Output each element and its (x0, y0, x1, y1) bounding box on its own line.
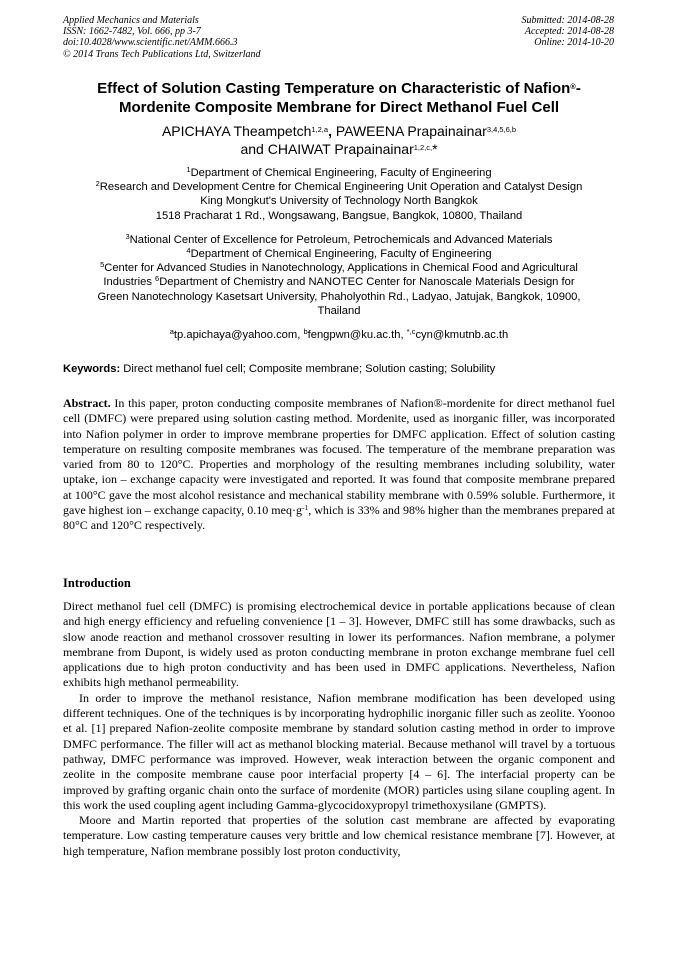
keywords (63, 362, 615, 376)
author-name: CHAIWAT Prapainainar (267, 141, 414, 157)
author-name: APICHAYA Theampetch (161, 123, 312, 139)
email-link[interactable]: fengpwn@ku.ac.th, (307, 329, 407, 342)
paragraph: Moore and Martin reported that properties of the solution cast membrane are affected by evaporating temperature. Low casting temperature causes very brittle and low chemical resistance membrane [7]. However, at high temperature, Nafion membrane possibly lost proton conductivity, (63, 813, 615, 858)
keywords-text: Direct methanol fuel cell; Composite membrane; Solution casting; Solubility (120, 363, 496, 375)
abstract-label: Abstract. (63, 396, 111, 410)
journal-issn: ISSN: 1662-7482, Vol. 666, pp 3-7 (63, 26, 201, 38)
submission-dates (522, 15, 615, 49)
paragraph: Direct methanol fuel cell (DMFC) is promising electrochemical device in portable applications because of clean and high energy efficiency and refueling convenience [1 – 3]. However, DMFC still has some drawbacks, such as slow anode reaction and methanol crossover resulting in lower its performances. Nafion membrane, a polymer membrane from Dupont, is widely used as proton conducting membrane in proton exchange membrane fuel cell applications due to high proton conductivity and has been used in DMFC applications. Nevertheless, Nafion exhibits high methanol permeability. (63, 599, 615, 690)
journal-copyright: © 2014 Trans Tech Publications Ltd, Switzerland (63, 48, 261, 60)
online-date: Online: 2014-10-20 (534, 37, 614, 49)
journal-doi: doi:10.4028/www.scientific.net/AMM.666.3 (63, 37, 238, 49)
author-emails: $^a$tp.apichaya@yahoo.com, $^b$fengpwn@ku.ac.th, $^{*,c}$cyn@kmutnb.ac.th (169, 327, 509, 342)
submitted-date: Submitted: 2014-08-28 (521, 15, 614, 26)
paper-title: Effect of Solution Casting Temperature on Characteristic of Nafion®- Mordenite Composite Membrane for Direct Methanol Fuel Cell (97, 80, 581, 116)
paragraph: In order to improve the methanol resistance, Nafion membrane modification has been developed using different techniques. One of the techniques is by incorporating hydrophilic inorganic filler such as zeolite. Yoonoo et al. [1] prepared Nafion-zeolite composite membrane by standard solution casting method in order to improve DMFC performance. The filler will act as methanol blocking material. Because methanol will travel by a tortuous pathway, DMFC performance was improved. However, weak interaction between the organic component and zeolite in the composite membrane cause poor interfacial property [4 – 6]. The interfacial property can be improved by grafting organic chain onto the surface of mordenite (MOR) particles using silane coupling agent. In this work the used coupling agent including Gamma-glycocidoxypropyl trimethoxysilane (GMPTS). (63, 690, 615, 812)
author-list: APICHAYA Theampetch$^{1,2,a}$, PAWEENA Prapainainar$^{3,4,5,6,b}$ and CHAIWAT Prapainainar$^{1,2,c,}$* (161, 123, 517, 157)
introduction-body (63, 599, 615, 859)
email-link[interactable]: cyn@kmutnb.ac.th (415, 329, 509, 342)
abstract: Abstract. In this paper, proton conducting composite membranes of Nafion®-mordenite for direct methanol fuel cell (DMFC) were prepared using solution casting method. Mordenite, used as inorganic filler, was incorporated into Nafion polymer in order to improve membrane properties for DMFC application. Effect of solution casting temperature on resulting composite membranes was focused. The temperature of the membrane preparation was varied from 80 to 120°C. Properties and morphology of the resulting membranes including solubility, water uptake, ion – exchange capacity were investigated and reported. It was found that composite membrane prepared at 100°C gave the most alcohol resistance and mechanical stability membrane with 0.59% soluble. Furthermore, it gave highest ion – exchange capacity, 0.10 $meq\cdot g^{-1}$, which is 33% and 98% higher than the membranes prepared at 80°C and 120°C respectively. (63, 396, 615, 533)
accepted-date: Accepted: 2014-08-28 (524, 26, 614, 38)
keywords-label: Keywords: (63, 363, 121, 375)
author-name: PAWEENA Prapainainar (335, 123, 487, 139)
corresponding-mark: * (432, 141, 438, 157)
affiliations: $^1$Department of Chemical Engineering, Faculty of Engineering $^2$Research and Development Centre for Chemical Engineering Unit Operation and Catalyst Design King Mongkut's University of Technology North Bangkok 1518 Pracharat 1 Rd., Wongsawang, Bangsue, Bangkok, 10800, Thailand $^3$National Center of Excellence for Petroleum, Petrochemicals and Advanced Materials $^4$Department of Chemical Engineering, Faculty of Engineering $^5$Center for Advanced Studies in Nanotechnology, Applications in Chemical Food and Agricultural Industries $^6$Department of Chemistry and NANOTEC Center for Nanoscale Materials Design for Green Nanotechnology Kasetsart University, Phaholyothin Rd., Ladyao, Jatujak, Bangkok, 10900, Thailand $^a$tp.apichaya@yahoo.com, $^b$fengpwn@ku.ac.th, $^{*,c}$cyn@kmutnb.ac.th (58, 166, 620, 342)
journal-header (63, 15, 261, 60)
email-link[interactable]: tp.apichaya@yahoo.com, (173, 329, 304, 342)
journal-name: Applied Mechanics and Materials (63, 15, 199, 26)
section-heading: Introduction (63, 576, 131, 590)
